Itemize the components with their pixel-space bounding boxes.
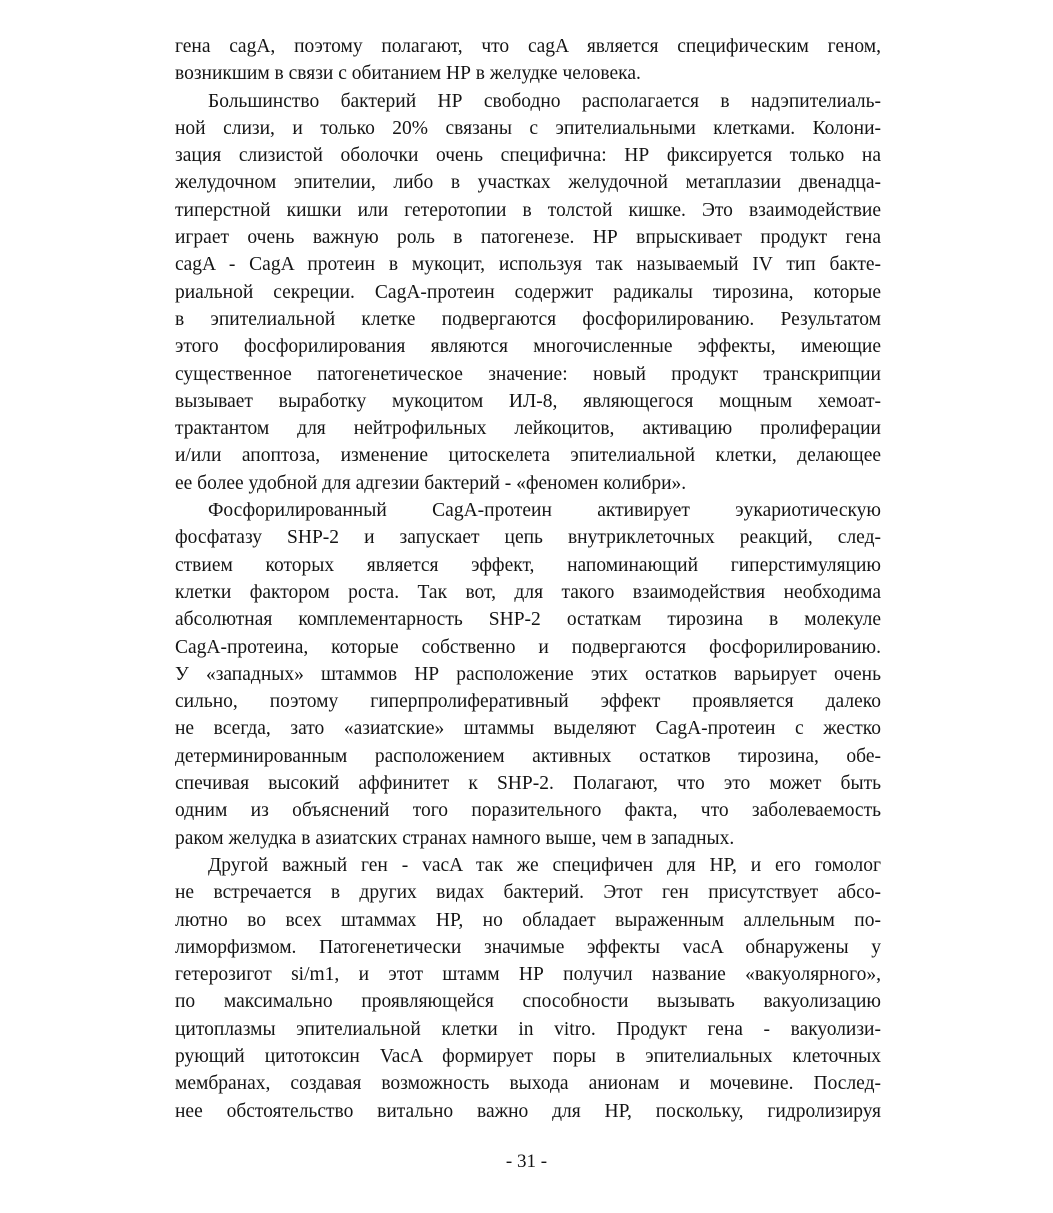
text-line: мембранах, создавая возможность выхода анионам и мочевине. Послед-	[175, 1073, 881, 1095]
text-line: вызывает выработку мукоцитом ИЛ-8, являющегося мощным хемоат-	[175, 390, 881, 412]
text-line: У «западных» штаммов НР расположение этих остатков варьирует очень	[175, 663, 881, 685]
text-line: возникшим в связи с обитанием НР в желудке человека.	[175, 63, 641, 85]
text-line: желудочном эпителии, либо в участках желудочной метаплазии двенадца-	[175, 172, 881, 194]
text-line: cagA - CagA протеин в мукоцит, используя так называемый IV тип бакте-	[175, 254, 881, 276]
text-line: в эпителиальной клетке подвергаются фосфорилированию. Результатом	[175, 308, 881, 330]
text-line: Другой важный ген - vacA так же специфичен для НР, и его гомолог	[208, 854, 881, 876]
text-line: риальной секреции. CagA-протеин содержит радикалы тирозина, которые	[175, 281, 881, 303]
text-line: трактантом для нейтрофильных лейкоцитов, активацию пролиферации	[175, 418, 881, 440]
text-line: Большинство бактерий НР свободно располагается в надэпителиаль-	[208, 90, 881, 112]
text-line: детерминированным расположением активных остатков тирозина, обе-	[175, 745, 881, 767]
text-line: гетерозигот si/m1, и этот штамм НР получил название «вакуолярного»,	[175, 964, 881, 986]
paragraph	[175, 852, 881, 1125]
text-line: и/или апоптоза, изменение цитоскелета эпителиальной клетки, делающее	[175, 445, 881, 467]
page-number: - 31 -	[505, 1151, 548, 1172]
text-line: сильно, поэтому гиперпролиферативный эффект проявляется далеко	[175, 691, 881, 713]
text-line: абсолютная комплементарность SHP-2 остаткам тирозина в молекуле	[175, 609, 881, 631]
text-line: ствием которых является эффект, напоминающий гиперстимуляцию	[175, 554, 881, 576]
text-line: клетки фактором роста. Так вот, для такого взаимодействия необходима	[175, 581, 881, 603]
paragraph	[175, 33, 881, 88]
text-line: существенное патогенетическое значение: новый продукт транскрипции	[175, 363, 881, 385]
text-line: CagA-протеина, которые собственно и подвергаются фосфорилированию.	[175, 636, 881, 658]
text-line: по максимально проявляющейся способности вызывать вакуолизацию	[175, 991, 881, 1013]
text-line: фосфатазу SHP-2 и запускает цепь внутриклеточных реакций, след-	[175, 527, 881, 549]
text-line: типерстной кишки или гетеротопии в толстой кишке. Это взаимодействие	[175, 199, 881, 221]
paragraph	[175, 88, 881, 497]
text-line: не встречается в других видах бактерий. Этот ген присутствует абсо-	[175, 882, 881, 904]
text-line: зация слизистой оболочки очень специфична: НР фиксируется только на	[175, 145, 881, 167]
text-line: ной слизи, и только 20% связаны с эпителиальными клетками. Колони-	[175, 117, 881, 139]
body-text	[175, 33, 881, 1125]
text-line: играет очень важную роль в патогенезе. НР впрыскивает продукт гена	[175, 227, 881, 249]
text-line: гена cagA, поэтому полагают, что cagA является специфическим геном,	[175, 36, 881, 57]
text-line: ее более удобной для адгезии бактерий - «феномен колибри».	[175, 472, 687, 494]
text-line: не всегда, зато «азиатские» штаммы выделяют CagA-протеин с жестко	[175, 718, 881, 740]
text-line: лиморфизмом. Патогенетически значимые эффекты vacA обнаружены у	[175, 936, 881, 958]
text-line: цитоплазмы эпителиальной клетки in vitro. Продукт гена - вакуолизи-	[175, 1018, 881, 1040]
text-line: лютно во всех штаммах НР, но обладает выраженным аллельным по-	[175, 909, 881, 931]
text-line: спечивая высокий аффинитет к SHP-2. Полагают, что это может быть	[175, 773, 881, 795]
paragraph	[175, 497, 881, 852]
text-line: Фосфорилированный CagA-протеин активирует эукариотическую	[208, 500, 881, 522]
text-line: рующий цитотоксин VacA формирует поры в эпителиальных клеточных	[175, 1045, 881, 1067]
text-line: раком желудка в азиатских странах намного выше, чем в западных.	[175, 827, 735, 849]
text-line: этого фосфорилирования являются многочисленные эффекты, имеющие	[175, 336, 881, 358]
text-line: одним из объяснений того поразительного факта, что заболеваемость	[175, 800, 881, 822]
text-line: нее обстоятельство витально важно для НР, поскольку, гидролизируя	[175, 1100, 881, 1122]
